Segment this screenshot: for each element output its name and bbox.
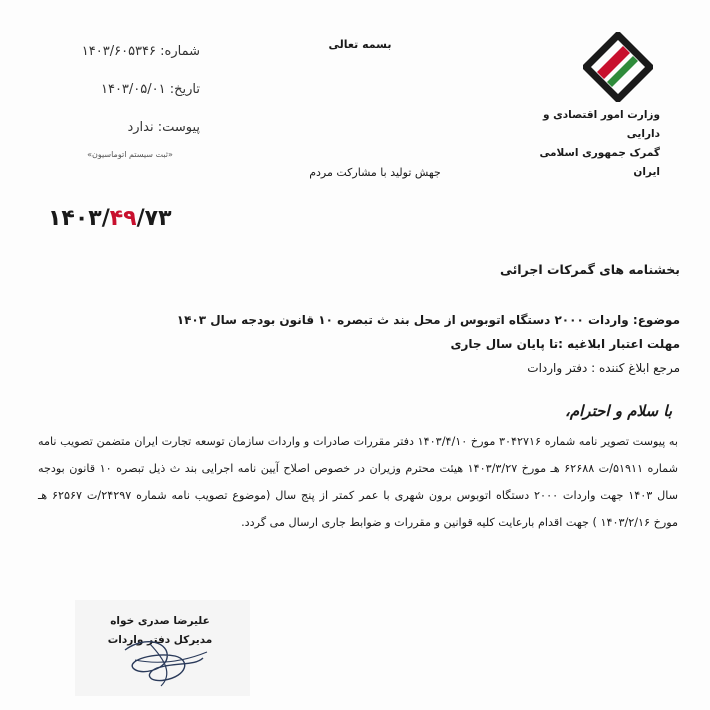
date-value: ۱۴۰۳/۰۵/۰۱ (100, 82, 166, 97)
slogan: جهش تولید با مشارکت مردم (309, 166, 441, 179)
circular-number-part3: /۷۳ (136, 206, 172, 231)
customs-name: گمرک جمهوری اسلامی ایران (539, 147, 660, 178)
greeting: با سلام و احترام، (565, 402, 672, 420)
letter-number (40, 44, 200, 59)
letter-attachment (40, 120, 200, 135)
issuer-line: مرجع ابلاغ کننده : دفتر واردات (527, 361, 680, 375)
subject-line: موضوع: واردات ۲۰۰۰ دستگاه اتوبوس از محل بند ث تبصره ۱۰ قانون بودجه سال ۱۴۰۳ (176, 313, 680, 327)
circular-number-part2: ۴۹ (109, 206, 137, 231)
ministry-name: وزارت امور اقتصادی و دارایی (542, 109, 660, 140)
attachment-value: ندارد (127, 120, 154, 135)
attachment-label: پیوست: (157, 120, 200, 135)
circular-number (48, 206, 172, 231)
number-value: ۱۴۰۳/۶۰۵۳۴۶ (81, 44, 157, 59)
subject-block (160, 308, 680, 380)
handwritten-signature (95, 630, 235, 690)
letter-date (40, 82, 200, 97)
date-label: تاریخ: (169, 82, 200, 97)
bismillah-heading: بسمه تعالی (328, 38, 392, 51)
body-paragraph: به پیوست تصویر نامه شماره ۳۰۴۲۷۱۶ مورخ ۱۴۰۳/۴/۱۰ دفتر مقررات صادرات و واردات سازمان توسعه تجارت ایران متضمن تصویب نامه شماره ۵۱۹۱۱/ت ۶۲۶۸۸ هـ مورخ ۱۴۰۳/۳/۲۷ هیئت محترم وزیران در خصوص اصلاح آیین نامه اجرایی بند ث ذیل تبصره ۱۰ قانون بودجه سال ۱۴۰۳ جهت واردات ۲۰۰۰ دستگاه اتوبوس برون شهری با عمر کمتر از پنج سال (موضوع تصویب نامه شماره ۲۴۲۹۷/ت ۶۲۵۶۷ هـ مورخ ۱۴۰۳/۲/۱۶ ) جهت اقدام بارعایت کلیه قوانین و مقررات و ضوابط جاری ارسال می گردد. (38, 435, 679, 529)
ministry-header (530, 106, 660, 182)
recipient-line: بخشنامه های گمرکات اجرائی (499, 262, 680, 277)
circular-number-part1: ۱۴۰۳/ (48, 206, 110, 231)
number-label: شماره: (160, 44, 200, 59)
customs-logo-icon (583, 32, 653, 102)
signatory-title: مدیرکل دفتر واردات (107, 634, 213, 646)
signatory-name: علیرضا صدری خواه (110, 615, 210, 627)
automation-note: «ثبت سیستم اتوماسیون» (87, 150, 173, 159)
validity-line: مهلت اعتبار ابلاغیه :تا پایان سال جاری (450, 337, 680, 351)
